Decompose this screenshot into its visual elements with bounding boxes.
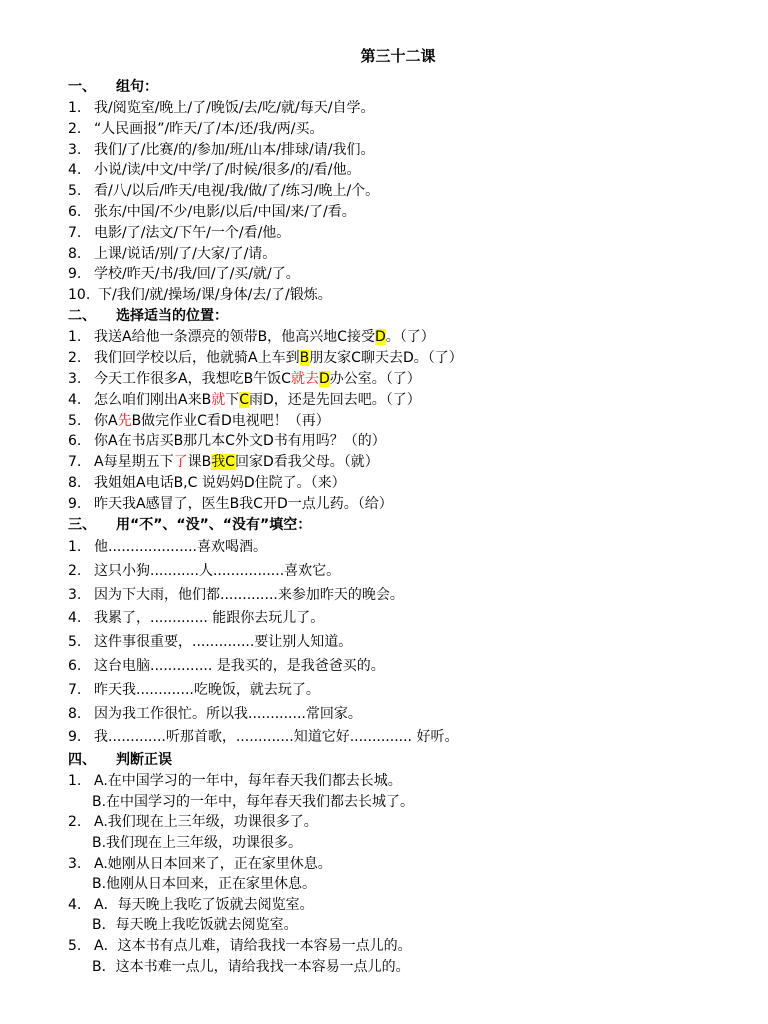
item-text: 。（了） <box>385 328 435 345</box>
item-number: 9. <box>68 266 82 283</box>
highlighted-answer: B <box>299 349 310 366</box>
item-number: 2. <box>68 120 82 137</box>
item-number: 6. <box>68 657 82 674</box>
section-number: 二、 <box>68 307 96 324</box>
item-text: 我姐姐A电话B,C 说妈妈D住院了。（来） <box>94 475 346 492</box>
item-text: 办公室。（了） <box>329 370 421 387</box>
exercise-item <box>68 369 728 390</box>
exercise-item <box>68 812 728 833</box>
exercise-item <box>68 536 728 560</box>
item-text: 我们回学校以后，他就骑A上车到 <box>94 349 300 366</box>
item-number: 2. <box>68 814 82 831</box>
section-heading <box>68 515 728 536</box>
section-heading <box>68 750 728 771</box>
item-text: 你A在书店买B那几本C外文D书有用吗？（的） <box>94 433 386 450</box>
item-number: 5. <box>68 937 82 954</box>
item-number: 2. <box>68 349 82 366</box>
item-text: 学校/昨天/书/我/回/了/买/就/了。 <box>94 266 300 283</box>
item-number: 3. <box>68 855 82 872</box>
option-a: A．每天晚上我吃了饭就去阅览室。 <box>94 896 314 913</box>
section-title: 判断正误 <box>116 752 172 769</box>
exercise-list <box>68 536 728 750</box>
item-text: 今天工作很多A，我想吃B午饭C <box>94 370 291 387</box>
item-text: 上课/说话/别/了/大家/了/请。 <box>94 245 277 262</box>
marked-text: 就 <box>211 391 226 408</box>
exercise-item <box>68 726 728 750</box>
section-3 <box>68 515 728 750</box>
item-number: 9. <box>68 729 82 746</box>
item-number: 6. <box>68 433 82 450</box>
exercise-item <box>68 431 728 452</box>
page-title: 第三十二课 <box>360 47 436 65</box>
section-number: 三、 <box>68 516 96 533</box>
item-text: “人民画报”/昨天/了/本/还/我/两/买。 <box>94 120 324 137</box>
exercise-item <box>68 223 728 244</box>
item-text: 我们/了/比赛/的/参加/班/山本/排球/请/我们。 <box>94 141 375 158</box>
item-text: 昨天我A感冒了，医生B我C开D一点儿药。（给） <box>94 496 393 513</box>
item-number: 5. <box>68 183 82 200</box>
exercise-item <box>68 560 728 584</box>
section-heading <box>68 306 728 327</box>
option-a: A．这本书有点儿难，请给我找一本容易一点儿的。 <box>94 937 412 954</box>
exercise-list <box>68 98 728 306</box>
item-number: 1. <box>68 328 82 345</box>
exercise-item <box>68 679 728 703</box>
marked-text: 就去 <box>290 370 319 387</box>
item-text: 雨D，还是先回去吧。（了） <box>248 391 421 408</box>
section-title: 选择适当的位置： <box>116 307 228 324</box>
option-b: B.在中国学习的一年中，每年春天我们都去长城了。 <box>92 793 415 810</box>
item-text: 因为下大雨，他们都.............来参加昨天的晚会。 <box>94 586 404 603</box>
item-text: 这台电脑.............. 是我买的，是我爸爸买的。 <box>94 657 385 674</box>
section-number: 四、 <box>68 752 96 769</box>
item-text: A每星期五下 <box>94 454 174 471</box>
item-number: 4. <box>68 391 82 408</box>
exercise-item <box>68 655 728 679</box>
section-number: 一、 <box>68 79 96 95</box>
exercise-item <box>68 631 728 655</box>
section-2 <box>68 306 728 515</box>
item-number: 8. <box>68 705 82 722</box>
item-number: 7. <box>68 454 82 471</box>
item-number: 4. <box>68 162 82 179</box>
item-text: 他....................喜欢喝酒。 <box>94 538 268 555</box>
item-text: 小说/读/中文/中学/了/时候/很多/的/看/他。 <box>94 162 361 179</box>
highlighted-answer: 我C <box>211 454 235 471</box>
item-text: 这只小狗...........人................喜欢它。 <box>94 562 341 579</box>
item-number: 6. <box>68 203 82 220</box>
option-b: B.我们现在上三年级，功课很多。 <box>92 834 303 851</box>
item-number: 1. <box>68 538 82 555</box>
exercise-item <box>68 936 728 957</box>
marked-text: 先 <box>117 412 132 429</box>
item-text: 昨天我.............吃晚饭，就去玩了。 <box>94 681 320 698</box>
exercise-item <box>68 895 728 916</box>
item-text: 课B <box>187 454 212 471</box>
option-a: A.在中国学习的一年中，每年春天我们都去长城。 <box>94 773 402 790</box>
exercise-item <box>68 119 728 140</box>
item-text: 怎么咱们刚出A来B <box>94 391 212 408</box>
option-b: B．每天晚上我吃饭就去阅览室。 <box>92 917 298 934</box>
highlighted-answer: D <box>318 370 330 387</box>
item-text: 这件事很重要，..............要让别人知道。 <box>94 634 353 651</box>
highlighted-answer: C <box>239 391 249 408</box>
item-number: 9. <box>68 496 82 513</box>
exercise-item <box>68 390 728 411</box>
item-text: 下 <box>225 391 240 408</box>
item-number: 2. <box>68 562 82 579</box>
worksheet <box>68 44 728 977</box>
marked-text: 了 <box>173 454 188 471</box>
exercise-list <box>68 327 728 515</box>
item-text: 回家D看我父母。（就） <box>234 454 379 471</box>
exercise-item <box>68 181 728 202</box>
option-a: A.我们现在上三年级，功课很多了。 <box>94 814 318 831</box>
item-text: 我.............听那首歌，.............知道它好.............. 好听。 <box>94 729 459 746</box>
item-number: 1. <box>68 100 82 116</box>
item-number: 3. <box>68 370 82 387</box>
item-text: B做完作业C看D电视吧！（再） <box>131 412 330 429</box>
item-number: 1. <box>68 773 82 790</box>
option-b: B．这本书难一点儿，请给我找一本容易一点儿的。 <box>92 958 410 975</box>
exercise-item <box>68 452 728 473</box>
item-number: 10. <box>68 287 91 304</box>
item-number: 3. <box>68 141 82 158</box>
exercise-list <box>68 771 728 977</box>
exercise-item <box>68 285 728 306</box>
exercise-item <box>68 473 728 494</box>
section-heading <box>68 77 728 98</box>
section-1 <box>68 77 728 306</box>
item-number: 3. <box>68 586 82 603</box>
exercise-item <box>68 140 728 161</box>
item-number: 8. <box>68 475 82 492</box>
item-text: 你A <box>94 412 118 429</box>
item-text: 因为我工作很忙。所以我.............常回家。 <box>94 705 362 722</box>
exercise-item <box>68 771 728 792</box>
exercise-item <box>68 494 728 515</box>
exercise-item <box>68 584 728 608</box>
option-b: B.他刚从日本回来，正在家里休息。 <box>92 876 317 893</box>
item-text: 我/阅览室/晚上/了/晚饭/去/吃/就/每天/自学。 <box>94 100 375 116</box>
exercise-item <box>68 244 728 265</box>
exercise-item-option <box>68 915 728 936</box>
item-number: 4. <box>68 896 82 913</box>
exercise-item-option <box>68 957 728 978</box>
exercise-item-option <box>68 833 728 854</box>
item-text: 张东/中国/不少/电影/以后/中国/来/了/看。 <box>94 203 356 220</box>
item-number: 5. <box>68 412 82 429</box>
section-title: 组句： <box>116 79 158 95</box>
exercise-item-option <box>68 874 728 895</box>
item-number: 4. <box>68 610 82 627</box>
exercise-item <box>68 202 728 223</box>
item-text: 朋友家C聊天去D。（了） <box>309 349 463 366</box>
item-text: 下/我们/就/操场/课/身体/去/了/锻炼。 <box>98 287 332 304</box>
exercise-item-option <box>68 792 728 813</box>
exercise-item <box>68 703 728 727</box>
exercise-item <box>68 264 728 285</box>
exercise-item <box>68 160 728 181</box>
option-a: A.她刚从日本回来了，正在家里休息。 <box>94 855 332 872</box>
item-number: 5. <box>68 634 82 651</box>
exercise-item <box>68 98 728 119</box>
item-text: 看/八/以后/昨天/电视/我/做/了/练习/晚上/个。 <box>94 183 380 200</box>
exercise-item <box>68 607 728 631</box>
section-4 <box>68 750 728 977</box>
exercise-item <box>68 348 728 369</box>
exercise-item <box>68 854 728 875</box>
item-text: 电影/了/法文/下午/一个/看/他。 <box>94 224 291 241</box>
item-number: 7. <box>68 224 82 241</box>
exercise-item <box>68 327 728 348</box>
section-title: 用“不”、“没”、“没有”填空： <box>116 516 312 533</box>
item-number: 8. <box>68 245 82 262</box>
item-number: 7. <box>68 681 82 698</box>
highlighted-answer: D <box>374 328 386 345</box>
item-text: 我送A给他一条漂亮的领带B，他高兴地C接受 <box>94 328 375 345</box>
exercise-item <box>68 411 728 432</box>
item-text: 我累了，............. 能跟你去玩儿了。 <box>94 610 325 627</box>
